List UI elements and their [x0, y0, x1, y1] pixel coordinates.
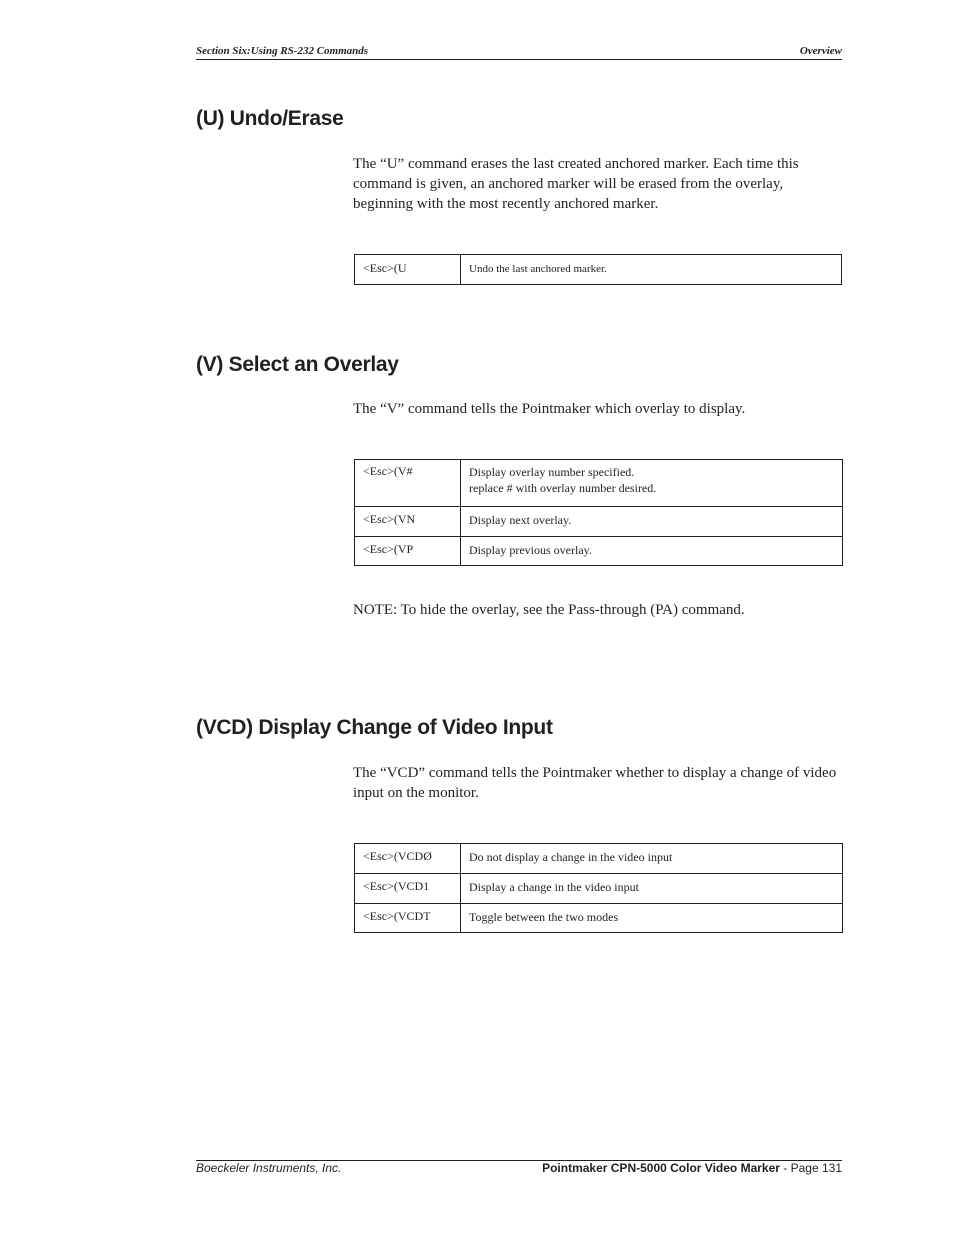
footer-page-number: - Page 131 — [779, 1161, 842, 1175]
table-row — [355, 874, 843, 904]
table-row — [355, 537, 843, 566]
command-cell: <Esc>(VN — [355, 507, 461, 537]
table-row — [355, 507, 843, 537]
command-table-select-overlay — [354, 459, 843, 566]
description-cell — [461, 904, 843, 933]
command-table-video-input — [354, 843, 843, 933]
description-cell — [461, 460, 843, 507]
table-row — [355, 904, 843, 933]
description-cell — [461, 874, 843, 904]
command-cell: <Esc>(VCDT — [355, 904, 461, 933]
command-cell: <Esc>(U — [355, 255, 461, 285]
running-header — [196, 44, 842, 60]
description-line: replace # with overlay number desired. — [469, 481, 657, 495]
description-line: Display previous overlay. — [469, 543, 592, 557]
command-cell: <Esc>(VCD1 — [355, 874, 461, 904]
footer-company: Boeckeler Instruments, Inc. — [196, 1161, 342, 1175]
description-cell — [461, 507, 843, 537]
footer-page-info — [542, 1161, 842, 1175]
table-row — [355, 844, 843, 874]
footer-product-name: Pointmaker CPN-5000 Color Video Marker — [542, 1161, 780, 1175]
section-paragraph-video-input: The “VCD” command tells the Pointmaker whether to display a change of video input on the monitor. — [353, 765, 837, 801]
section-title-video-input: (VCD) Display Change of Video Input — [196, 716, 553, 739]
command-table-undo-erase — [354, 254, 842, 285]
description-line: Display a change in the video input — [469, 880, 639, 894]
overlay-note: NOTE: To hide the overlay, see the Pass-through (PA) command. — [353, 602, 745, 618]
section-title-select-overlay: (V) Select an Overlay — [196, 353, 399, 376]
header-section-label: Section Six:Using RS-232 Commands — [196, 45, 369, 57]
section-paragraph-undo-erase: The “U” command erases the last created anchored marker. Each time this command is given, an anchored marker will be erased from the overlay, beginning with the most recently anchored marker. — [353, 156, 799, 212]
description-line: Display overlay number specified. — [469, 465, 635, 479]
description-cell — [461, 844, 843, 874]
command-cell: <Esc>(VCDØ — [355, 844, 461, 874]
running-footer — [196, 1160, 842, 1181]
command-cell: <Esc>(V# — [355, 460, 461, 507]
description-cell — [461, 537, 843, 566]
section-paragraph-select-overlay: The “V” command tells the Pointmaker which overlay to display. — [353, 401, 746, 417]
description-line: Undo the last anchored marker. — [469, 263, 607, 275]
table-row — [355, 460, 843, 507]
description-cell — [461, 255, 842, 285]
description-line: Toggle between the two modes — [469, 910, 619, 924]
description-line: Do not display a change in the video input — [469, 850, 673, 864]
table-row — [355, 255, 842, 285]
header-topic-label: Overview — [799, 45, 842, 57]
description-line: Display next overlay. — [469, 513, 572, 527]
section-title-undo-erase: (U) Undo/Erase — [196, 107, 344, 130]
command-cell: <Esc>(VP — [355, 537, 461, 566]
